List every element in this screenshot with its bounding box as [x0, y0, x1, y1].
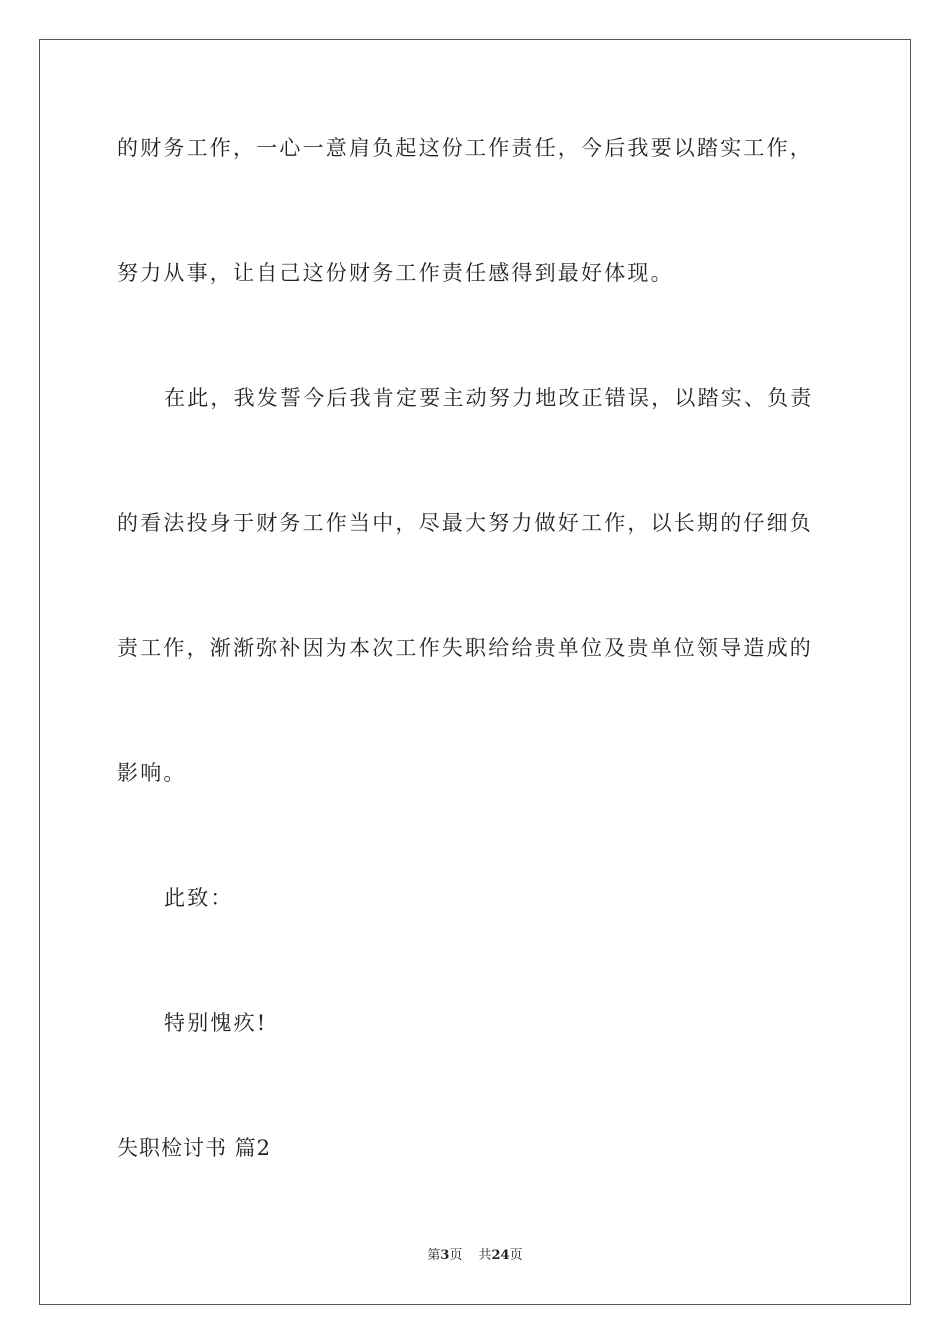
total-pages: 24: [491, 1248, 510, 1263]
total-suffix: 页: [509, 1248, 523, 1263]
body-line-2: 努力从事，让自己这份财务工作责任感得到最好体现。: [117, 261, 674, 285]
body-line-3: 在此，我发誓今后我肯定要主动努力地改正错误，以踏实、负责: [164, 386, 814, 410]
page-border: [39, 39, 911, 1305]
page-number: 3: [440, 1248, 450, 1263]
page-prefix: 第: [427, 1248, 441, 1263]
body-line-6: 影响。: [117, 761, 187, 785]
closing-apology: 特别愧疚!: [164, 1011, 268, 1035]
body-line-1: 的财务工作，一心一意肩负起这份工作责任，今后我要以踏实工作，: [117, 136, 813, 160]
total-prefix: 共: [478, 1248, 492, 1263]
page-suffix: 页: [449, 1248, 463, 1263]
body-line-4: 的看法投身于财务工作当中，尽最大努力做好工作，以长期的仔细负: [117, 511, 813, 535]
closing-salutation: 此致：: [164, 886, 234, 910]
section-heading: 失职检讨书 篇2: [117, 1136, 272, 1160]
page-footer: [0, 1247, 950, 1265]
body-line-5: 责工作，渐渐弥补因为本次工作失职给给贵单位及贵单位领导造成的: [117, 636, 813, 660]
